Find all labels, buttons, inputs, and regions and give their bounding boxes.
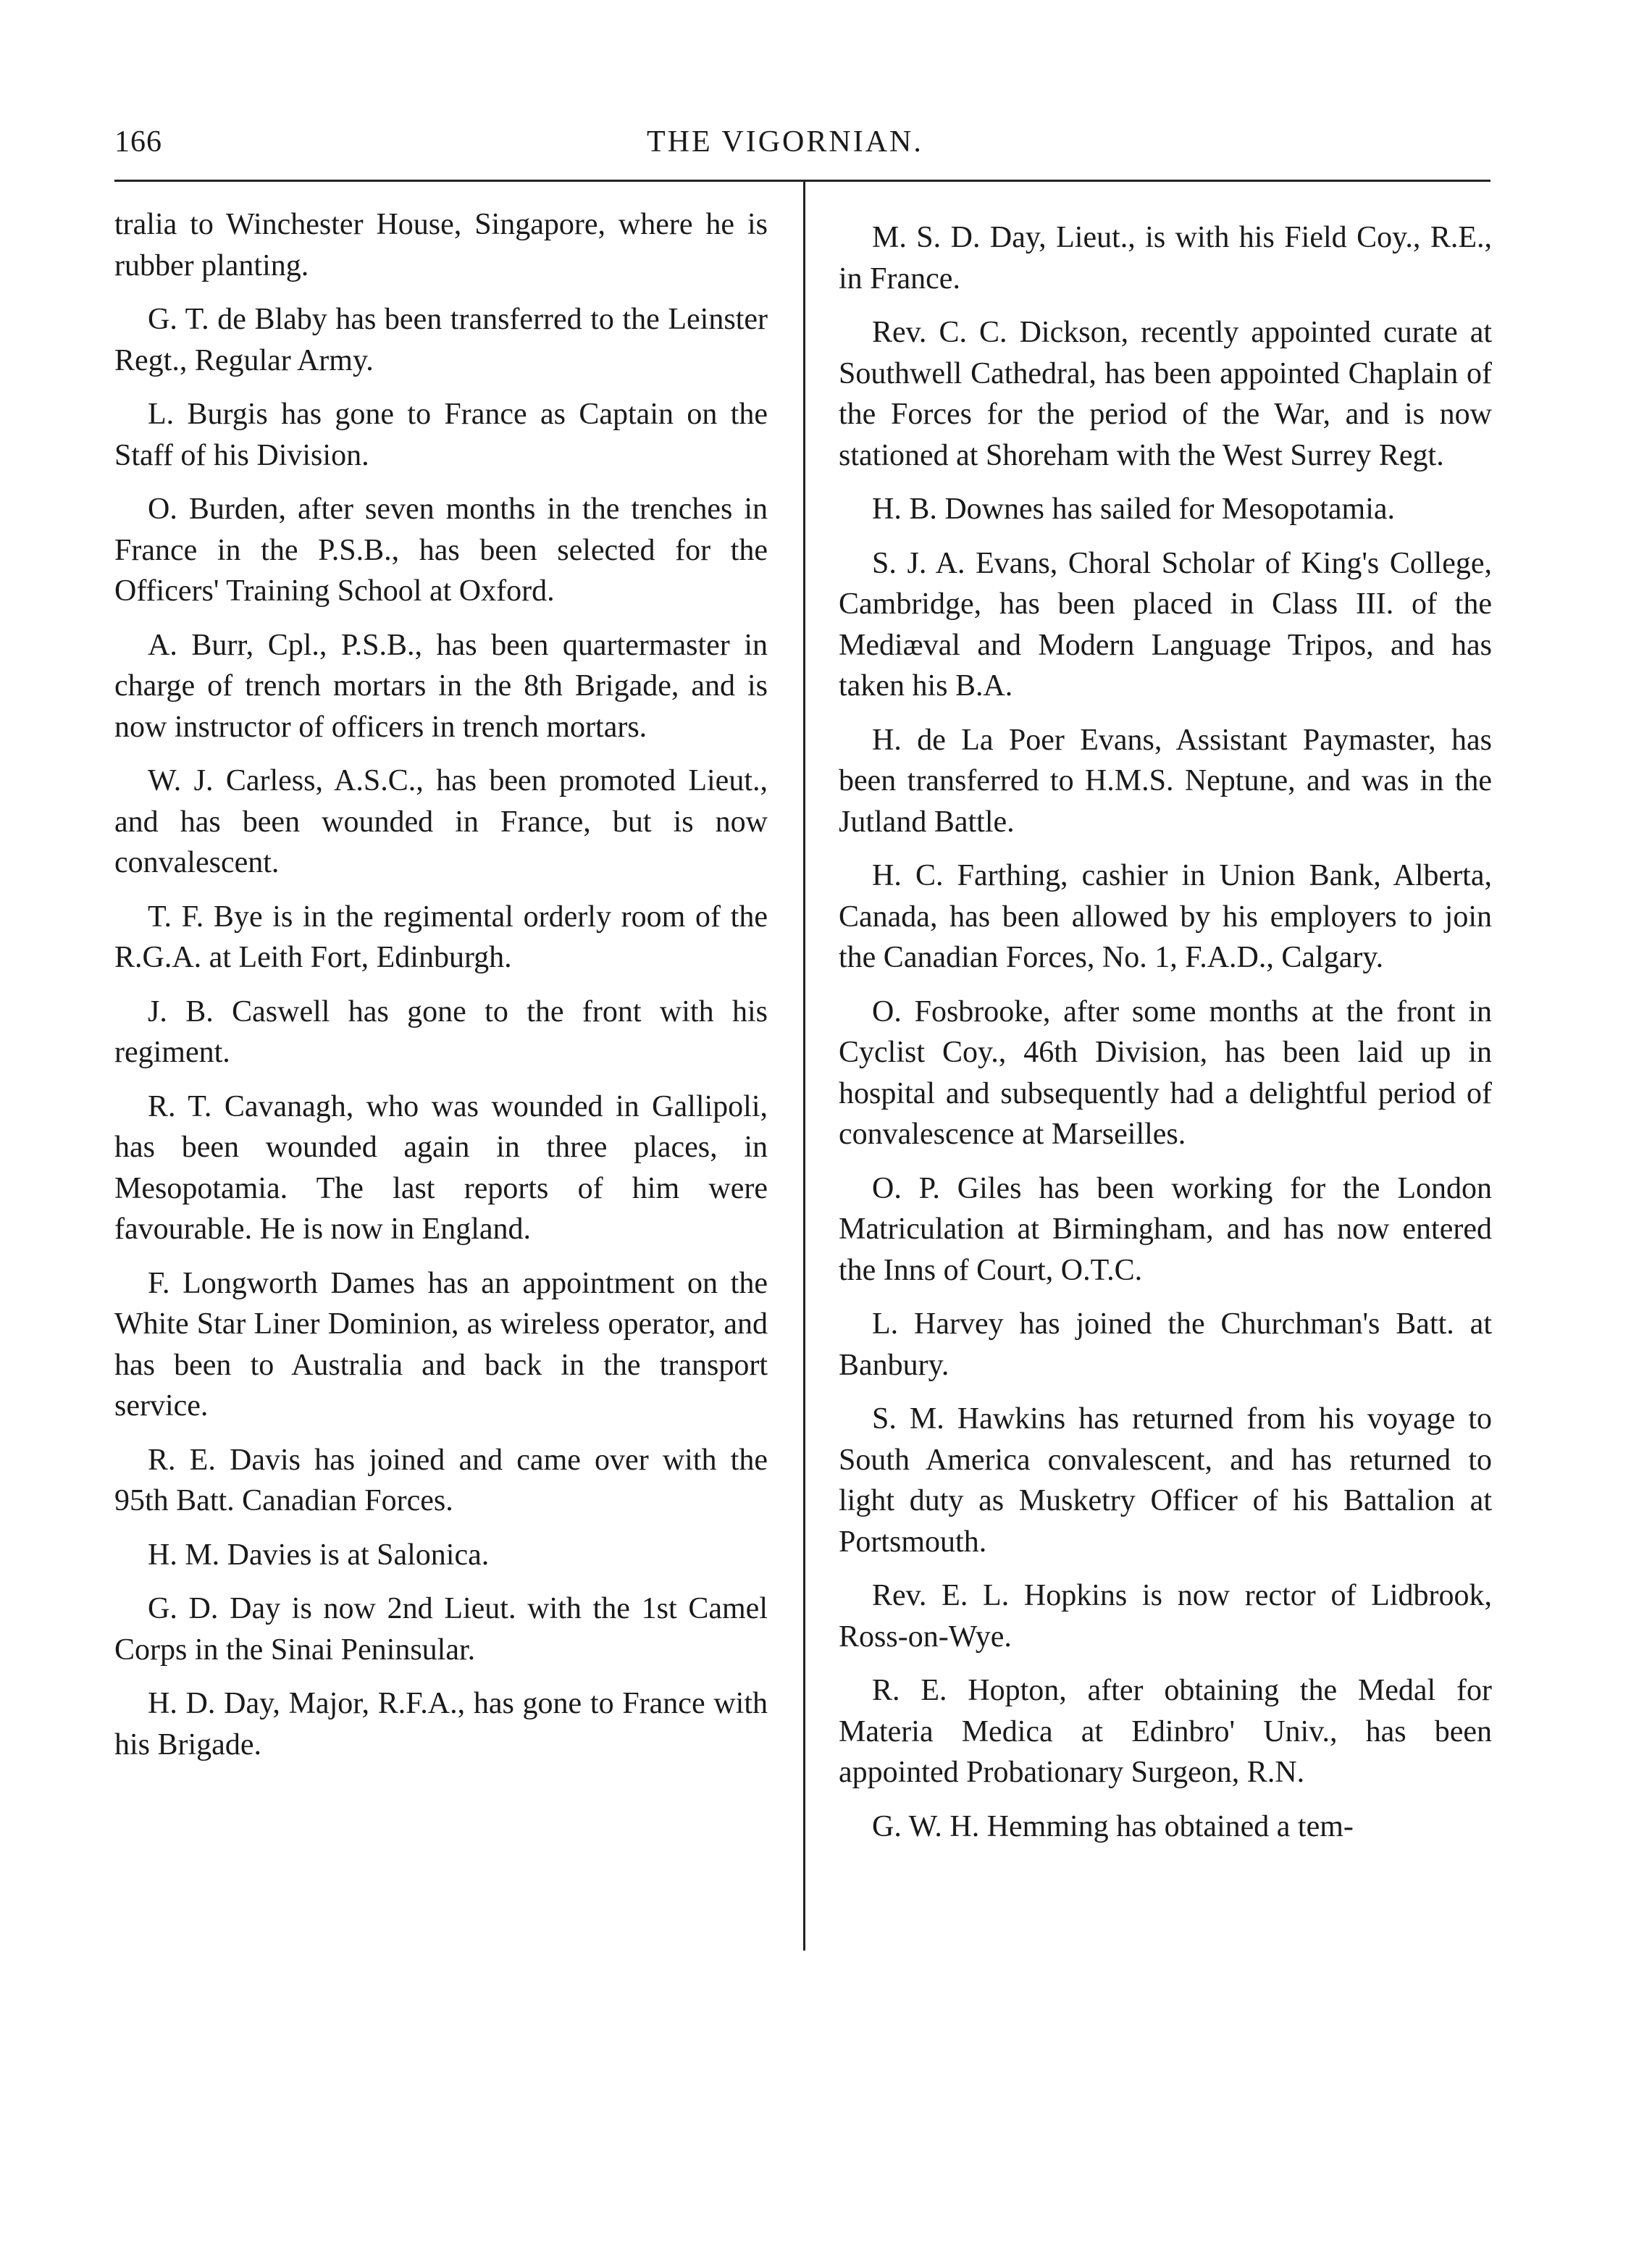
paragraph: O. Burden, after seven months in the trenches in France in the P.S.B., has been selected for the Officers' Training School at Oxford. (114, 493, 768, 608)
paragraph: O. Fosbrooke, after some months at the front in Cyclist Coy., 46th Division, has been laid up in hospital and subsequently had a delightful period of convalescence at Marseilles. (839, 994, 1492, 1151)
left-column (114, 204, 768, 1778)
page-number: 166 (114, 125, 162, 159)
paragraph: G. T. de Blaby has been transferred to the Leinster Regt., Regular Army. (114, 303, 768, 377)
paragraph: W. J. Carless, A.S.C., has been promoted Lieut., and has been wounded in France, but is now convalescent. (114, 764, 768, 879)
paragraph: T. F. Bye is in the regimental orderly room of the R.G.A. at Leith Fort, Edinburgh. (114, 900, 768, 974)
paragraph: G. W. H. Hemming has obtained a tem- (872, 1809, 1354, 1843)
paragraph: G. D. Day is now 2nd Lieut. with the 1st Camel Corps in the Sinai Peninsular. (114, 1592, 768, 1667)
paragraph: H. D. Day, Major, R.F.A., has gone to France with his Brigade. (114, 1687, 768, 1762)
right-column (839, 217, 1492, 1860)
paragraph: H. de La Poer Evans, Assistant Paymaster, has been transferred to H.M.S. Neptune, and was in the Jutland Battle. (839, 723, 1492, 839)
paragraph: O. P. Giles has been working for the London Matriculation at Birmingham, and has now entered the Inns of Court, O.T.C. (839, 1171, 1492, 1287)
paragraph: M. S. D. Day, Lieut., is with his Field Coy., R.E., in France. (839, 221, 1492, 296)
paragraph: Rev. C. C. Dickson, recently appointed curate at Southwell Cathedral, has been appointed Chaplain of the Forces for the period of the War, and is now stationed at Shoreham with the West Surrey Regt. (839, 316, 1492, 472)
paragraph: H. C. Farthing, cashier in Union Bank, Alberta, Canada, has been allowed by his employers to join the Canadian Forces, No. 1, F.A.D., Calgary. (839, 859, 1492, 974)
header-rule (114, 180, 1490, 182)
running-title: THE VIGORNIAN. (647, 125, 923, 159)
paragraph: Rev. E. L. Hopkins is now rector of Lidbrook, Ross-on-Wye. (839, 1579, 1492, 1654)
paragraph: L. Burgis has gone to France as Captain on the Staff of his Division. (114, 398, 768, 472)
paragraph: tralia to Winchester House, Singapore, where he is rubber planting. (114, 208, 768, 282)
paragraph: R. T. Cavanagh, who was wounded in Gallipoli, has been wounded again in three places, in Mesopotamia. The last reports of him were favourable. He is now in England. (114, 1089, 768, 1246)
paragraph: H. M. Davies is at Salonica. (148, 1538, 490, 1572)
paragraph: F. Longworth Dames has an appointment on the White Star Liner Dominion, as wireless operator, and has been to Australia and back in the transport service. (114, 1266, 768, 1423)
paragraph: J. B. Caswell has gone to the front with his regiment. (114, 994, 768, 1069)
column-divider (803, 182, 805, 1951)
paragraph: R. E. Davis has joined and came over with the 95th Batt. Canadian Forces. (114, 1443, 768, 1517)
paragraph: S. M. Hawkins has returned from his voyage to South America convalescent, and has returned to light duty as Musketry Officer of his Battalion at Portsmouth. (839, 1402, 1492, 1559)
paragraph: S. J. A. Evans, Choral Scholar of King's College, Cambridge, has been placed in Class III. of the Mediæval and Modern Language Tripos, and has taken his B.A. (839, 546, 1492, 703)
paragraph: L. Harvey has joined the Churchman's Batt. at Banbury. (839, 1307, 1492, 1382)
paragraph: A. Burr, Cpl., P.S.B., has been quartermaster in charge of trench mortars in the 8th Brigade, and is now instructor of officers in trench mortars. (114, 628, 768, 744)
paragraph: H. B. Downes has sailed for Mesopotamia. (872, 493, 1396, 526)
page-header (114, 125, 1490, 175)
paragraph: R. E. Hopton, after obtaining the Medal for Materia Medica at Edinbro' Univ., has been appointed Probationary Surgeon, R.N. (839, 1674, 1492, 1789)
